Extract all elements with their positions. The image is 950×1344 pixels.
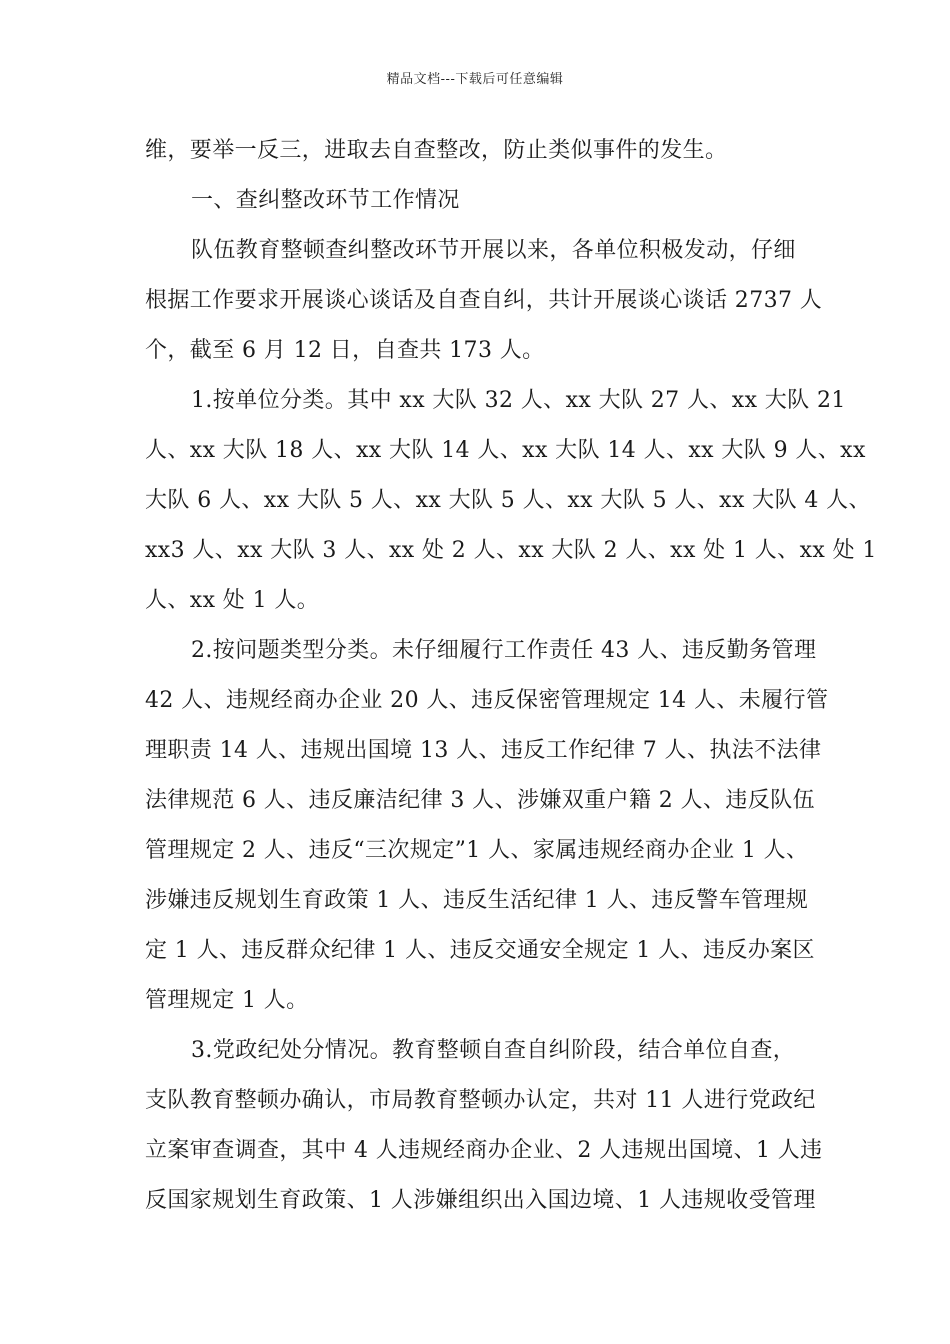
text-line: xx3 人、xx 大队 3 人、xx 处 2 人、xx 大队 2 人、xx 处 1 人、xx 处 1: [145, 538, 877, 563]
text-line: 涉嫌违反规划生育政策 1 人、违反生活纪律 1 人、违反警车管理规: [145, 888, 809, 913]
section-heading: 一、查纠整改环节工作情况: [191, 188, 460, 213]
text-line: 大队 6 人、xx 大队 5 人、xx 大队 5 人、xx 大队 5 人、xx 大队 4 人、: [145, 488, 871, 513]
text-line: 人、xx 大队 18 人、xx 大队 14 人、xx 大队 14 人、xx 大队 9 人、xx: [145, 438, 866, 463]
text-line: 42 人、违规经商办企业 20 人、违反保密管理规定 14 人、未履行管: [145, 688, 829, 713]
page-header: 精品文档---下载后可任意编辑: [386, 72, 564, 87]
text-line: 定 1 人、违反群众纪律 1 人、违反交通安全规定 1 人、违反办案区: [145, 938, 815, 963]
text-line: 支队教育整顿办确认，市局教育整顿办认定，共对 11 人进行党政纪: [145, 1088, 816, 1113]
text-line: 3.党政纪处分情况。教育整顿自查自纠阶段，结合单位自查，: [191, 1038, 796, 1063]
text-line: 法律规范 6 人、违反廉洁纪律 3 人、涉嫌双重户籍 2 人、违反队伍: [145, 788, 815, 813]
text-line: 1.按单位分类。其中 xx 大队 32 人、xx 大队 27 人、xx 大队 21: [191, 388, 846, 413]
text-line: 反国家规划生育政策、1 人涉嫌组织出入国边境、1 人违规收受管理: [145, 1188, 816, 1213]
text-line: 维，要举一反三，进取去自查整改，防止类似事件的发生。: [145, 138, 728, 163]
text-line: 管理规定 1 人。: [145, 988, 309, 1013]
text-line: 根据工作要求开展谈心谈话及自查自纠，共计开展谈心谈话 2737 人: [145, 288, 823, 313]
text-line: 2.按问题类型分类。未仔细履行工作责任 43 人、违反勤务管理: [191, 638, 817, 663]
text-line: 立案审查调查，其中 4 人违规经商办企业、2 人违规出国境、1 人违: [145, 1138, 823, 1163]
text-line: 个，截至 6 月 12 日，自查共 173 人。: [145, 338, 545, 363]
text-line: 人、xx 处 1 人。: [145, 588, 320, 613]
text-line: 队伍教育整顿查纠整改环节开展以来，各单位积极发动，仔细: [191, 238, 796, 263]
text-line: 管理规定 2 人、违反“三次规定”1 人、家属违规经商办企业 1 人、: [145, 838, 809, 863]
text-line: 理职责 14 人、违规出国境 13 人、违反工作纪律 7 人、执法不法律: [145, 738, 822, 763]
